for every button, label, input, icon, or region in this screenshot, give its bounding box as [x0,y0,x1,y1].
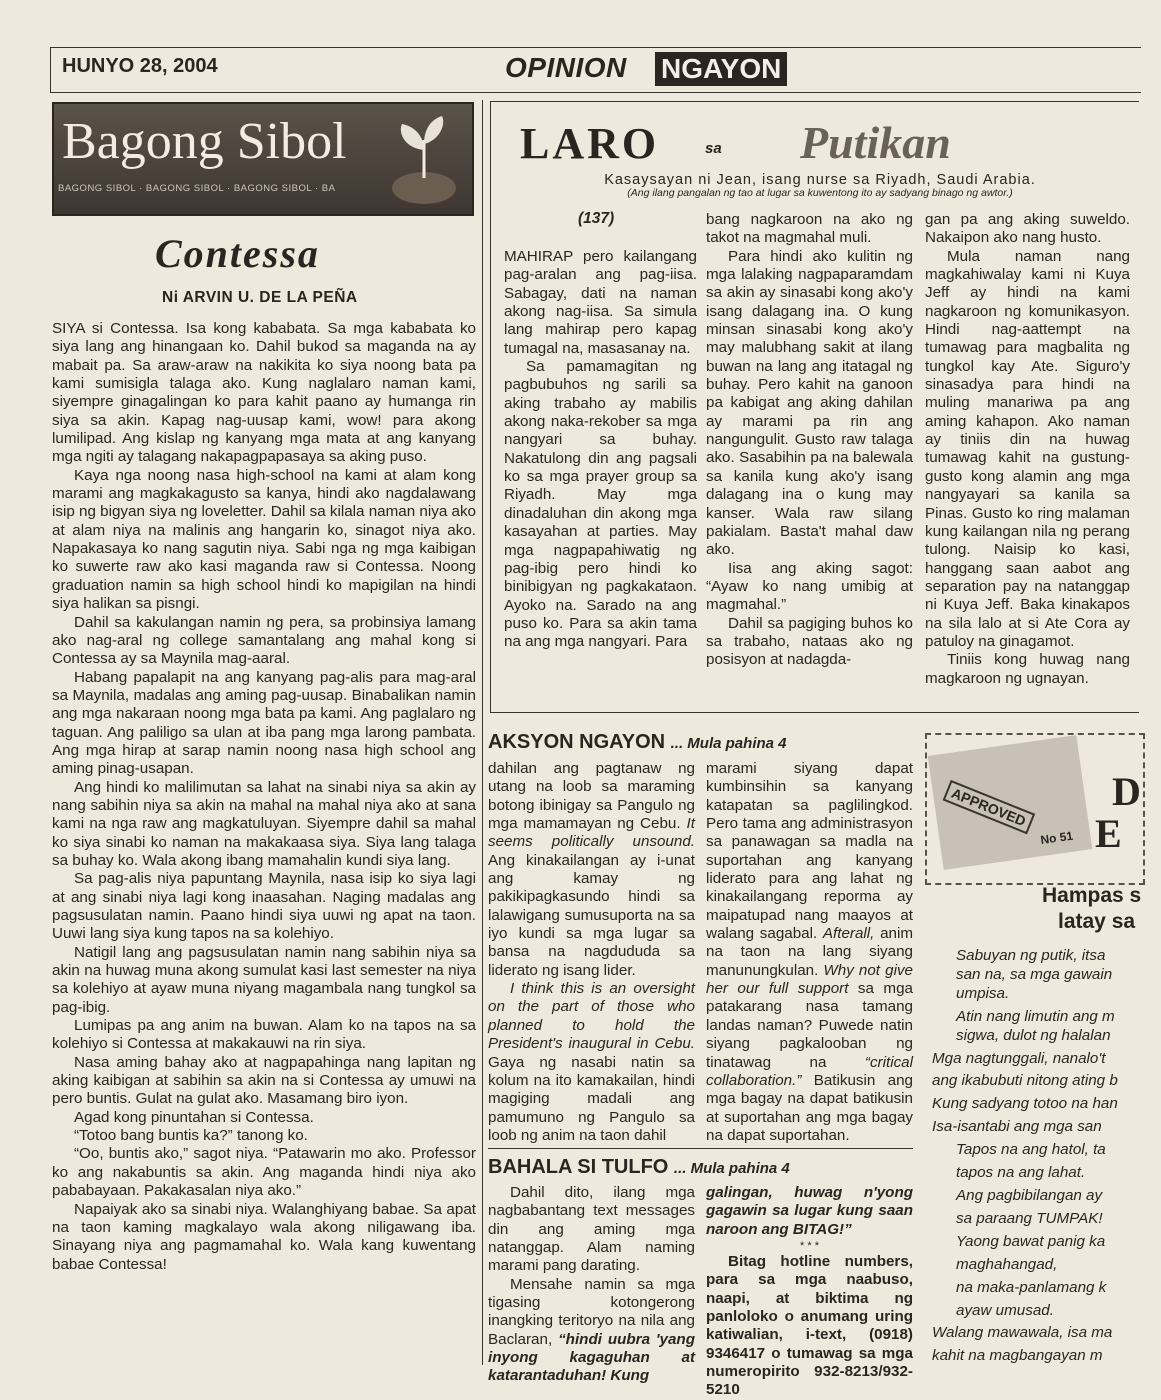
poem-line: Walang mawawala, isa ma [932,1324,1113,1342]
aksyon-text: dahilan ang pagtanaw ng utang na loob sa maraming botong ibinigay sa Pangulo ng mga mamamayan ng Cebu. [488,760,695,833]
poem-line: Kung sadyang totoo na han [932,1095,1118,1113]
poem-line: na maka-panlamang k [956,1278,1107,1296]
aksyon-continued: ... Mula pahina 4 [670,735,787,752]
aksyon-italic: “critical collaboration.” [706,1053,913,1089]
tulfo-text: Mensahe namin sa mga tigasing kotongerong inangking teritoryo na nila ang Baclaran, [488,1275,695,1348]
aksyon-text: Gaya ng nasabi natin sa kolum na ito kamakailan, hindi magiging madali ang pamumuno ng Pangulo sa loob ng anim na taon dahil [488,1053,695,1144]
issue-date: HUNYO 28, 2004 [62,55,218,77]
tulfo-col-1 [488,1184,695,1385]
serial-title-sa: sa [705,140,722,157]
serial-paragraph: Para hindi ako kulitin ng mga lalaking nagpaparamdam sa akin ay sinasabi kong ako'y isang dalagang ina. O kung minsan sinasabi kong ako'y may malubhang sakit at ilang buwan na lang ang itatagal ng buhay. Pero kahit na ganoon pa kabigat ang aking dahilan ay marami pa rin ang nangungulit. Gusto raw talaga ako. Sasabihin pa na balewala sa kanila kung ako'y isang dalagang ina o kung may kanser. Wala raw silang pakialam. Basta't mahal daw ako. [706,247,913,559]
poem-line: umpisa. [956,984,1010,1002]
headline-fragment: E [1095,811,1122,856]
headline-fragment: D [1112,769,1141,814]
stamp-number: No 51 [1039,828,1074,848]
aksyon-text: Batikusin ang mga bagay na dapat batikusin at suportahan ang mga bagay na dapat suportahan. [706,1071,913,1144]
poem-line: Tapos na ang hatol, ta [956,1141,1106,1159]
aksyon-text: marami siyang dapat kumbinsihin sa kanyang katapatan sa paglilingkod. Pero tama ang administrasyon sa panawagan sa madla na suportahan ang kanyang liderato para ang lahat ng kinakailangang reporma ay maipatupad nang maayos at walang sagabal. [706,760,913,943]
poem-line: ang ikabubuti nitong ating b [932,1072,1118,1090]
story-paragraph: Agad kong pinuntahan si Contessa. [74,1108,314,1126]
aksyon-text: Ang kinakailangan ay i-unat ang kamay ng pakikipagkasundo hindi sa lalawigang sumusuporta na sa iyo kundi sa mga lugar sa bansa na nagdududa sa liderato ng isang lider. [488,851,695,979]
aksyon-italic: It seems politically unsound. [488,815,695,851]
story-paragraph: “Oo, buntis ako,” sagot niya. “Patawarin mo ako. Professor ko ang nakabuntis sa akin. Ang maganda hindi niya ako pababayaan. Pakakasalan niya ako.” [52,1145,476,1200]
tulfo-quote: “hindi uubra 'yang inyong kagaguhan at katarantaduhan! Kung [488,1330,695,1385]
serial-paragraph: gan pa ang aking suweldo. Nakaipon ako nang husto. [925,211,1130,247]
story-paragraph: Natigil lang ang pagsusulatan namin nang sabihin niya sa akin na huwag muna akong sumulat kasi last semester na niya sa kolehiyo at ayaw muna niyang magambala nang tungkol sa pag-ibig. [52,943,476,1016]
poem-line: maghahangad, [956,1255,1058,1273]
serial-paragraph: Tiniis kong huwag nang magkaroon ng ugnayan. [925,651,1130,687]
story-title: Contessa [155,231,320,276]
story-paragraph: “Totoo bang buntis ka?” tanong ko. [74,1127,308,1145]
aksyon-italic: I think this is an oversight on the part of those who planned to hold the President's inaugural in Cebu. [488,980,695,1053]
tulfo-stars: * * * [800,1240,819,1253]
story-paragraph: Habang papalapit na ang kanyang pag-alis para mag-aral sa Maynila, madalas ang aming pag-uusap. Binabalikan namin ang mga nakaraan noong mga bata pa kami. Ang paglalaro ng taguan. Ang paliligo sa ulan at iba pang mga larong pambata. Ang mga hirap at sarap namin noong nasa high school ang aming pinag-usapan. [52,668,476,778]
story-paragraph: Dahil sa kakulangan namin ng pera, sa probinsiya lamang ako nag-aral ng college samantalang ang mahal kong si Contessa ay sa Maynila mag-aaral. [52,613,476,668]
tulfo-hotline: Bitag hotline numbers, para sa mga naabuso, naapi, at biktima ng panloloko o anumang uring katiwalian, i-text, (0918) 9346417 o tumawag sa mga numeropirito 932-8213/932-5210 [706,1253,913,1399]
story-paragraph: Sa pag-alis niya papuntang Maynila, nasa isip ko siya lagi at ang sinabi niya lagi kong inaasahan. Naging madalas ang pagsusulatan namin. Paano hindi siya uuwi ng apat na taon. Uuwi lang siya kung tapos na sa kolehiyo. [52,870,476,943]
aksyon-text: anim na taon na lang siyang manunungkulan. [706,925,913,979]
poem-line: Yaong bawat panig ka [956,1232,1106,1250]
serial-col-2 [706,211,913,670]
byline: Ni ARVIN U. DE LA PEÑA [162,289,358,306]
serial-subtitle: Kasaysayan ni Jean, isang nurse sa Riyadh, Saudi Arabia. [604,172,1036,188]
poem-line: sa paraang TUMPAK! [956,1209,1103,1227]
stamp-label: APPROVED [943,780,1035,834]
tulfo-quote: galingan, huwag n'yong gagawin sa lugar kung saan naroon ang BITAG!” [706,1184,913,1238]
story-paragraph: Napaiyak ako sa sinabi niya. Walanghiyang babae. Sa apat na taon kaming magkalayo wala akong niligawang iba. Sinayang niya ang pagmamahal ko. Wala kang kuwentang babae Contessa! [52,1200,476,1273]
story-paragraph: Kaya nga noong nasa high-school na kami at alam kong marami ang magkakagusto sa kanya, hindi ako nagdalawang isip ng bigyan siya ng loveletter. Dahil sa kilala naman niya ako at alam niya na malinis ang hangarin ko, sinagot niya ako. Napakasaya ko nang sagutin niya. Sabi nga ng mga kaibigan ko suwerte raw ako kasi maganda raw si Contessa. Noong graduation namin sa high school hindi ko mapigilan na hindi siya halikan sa pisngi. [52,466,476,613]
poem-line: Mga nagtunggali, nanalo't [932,1049,1106,1067]
poem-body [932,945,1136,1368]
serial-title: LARO [520,119,660,168]
postage-stamp [928,735,1093,870]
tulfo-col-2 [706,1184,913,1399]
serial-col-3 [925,211,1130,688]
section-tag: NGAYON [655,52,787,86]
aksyon-col-1 [488,760,695,1145]
aksyon-italic: Afterall, [822,925,875,943]
section-title: OPINION [505,52,627,83]
aksyon-col-2 [706,760,913,1145]
poem-line: Ang pagbibilangan ay [956,1186,1103,1204]
poem-line: kahit na magbangayan m [932,1347,1103,1365]
story-paragraph: Lumipas pa ang anim na buwan. Alam ko na tapos na sa kolehiyo si Contessa at makakauwi na rin siya. [52,1017,476,1053]
poem-title-2: latay sa [1058,910,1136,933]
story-body [52,320,476,1274]
section-rule [488,1148,913,1149]
serial-col-1 [504,248,697,652]
serial-number: (137) [578,210,615,227]
tulfo-continued: ... Mula pahina 4 [673,1160,790,1177]
column-divider [482,100,483,1365]
serial-paragraph: bang nagkaroon na ako ng takot na magmahal muli. [706,211,913,247]
poem-line: sigwa, dulot ng halalan [956,1026,1111,1044]
tulfo-heading [488,1156,790,1179]
serial-note: (Ang ilang pangalan ng tao at lugar sa kuwentong ito ay sadyang binago ng awtor.) [627,187,1013,199]
serial-paragraph: Mula naman nang magkahiwalay kami ni Kuya Jeff ay hindi na kami nagkaroon ng komunikasyon. Hindi nag-aattempt na tumawag para magbalita ng tungkol kay Ate. Siguro'y sinasadya para hindi na muling manariwa pa ang aming kahapon. Ako naman ay tiniis din na huwag tumawag kahit na gustung-gusto kong alamin ang mga nangyayari sa kanila sa Pinas. Gusto ko ring malaman kung kailangan nila ng perang tulong. Naisip ko kasi, hanggang saan aabot ang separation pay na natanggap ni Kuya Jeff. Baka kinakapos na sila lalo at si Ate Cora ay patuloy na ginagamot. [925,247,1130,650]
serial-paragraph: Sa pamamagitan ng pagbubuhos ng sarili sa aking trabaho ay mabilis akong naka-rekober sa mga nangyari sa buhay. Nakatulong din ang pagsali ko sa mga prayer group sa Riyadh. May mga dinadaluhan din akong mga kasayahan at parties. May mga nagpapahiwatig ng pag-ibig pero hindi ko binibigyan ng pagkakataon. Ayoko na. Sarado na ang puso ko. Para sa akin tama na ang mga nangyari. Para [504,358,697,651]
poem-line: Sabuyan ng putik, itsa [956,947,1106,964]
serial-paragraph: MAHIRAP pero kailangang pag-aralan ang pag-iisa. Sabagay, dati na naman akong nag-iisa. Sa simula lang mahirap pero kapag tumagal na, masasanay na. [504,248,697,357]
poem-line: tapos na ang lahat. [956,1164,1086,1182]
poem-line: san na, sa mga gawain [956,965,1113,983]
story-paragraph: Ang hindi ko malilimutan sa lahat na sinabi niya sa akin ay nang sabihin niya sa akin na mahal na mahal niya ako at sana kami na nga raw ang magkatuluyan. Siyempre dahil sa mahal ko siya sinabi ko naman na makakaasa siya. Siya lang talaga sa buhay ko. Wala akong ibang mamahalin kundi siya lang. [52,778,476,869]
tulfo-title: BAHALA SI TULFO [488,1156,669,1178]
serial-paragraph: Dahil sa pagiging buhos ko sa trabaho, nataas ako ng posisyon at nadagda- [706,614,913,669]
aksyon-title: AKSYON NGAYON [488,731,666,753]
tulfo-text: Dahil dito, ilang mga nagbabantang text messages din ang aming mga natanggap. Alam naming marami pang darating. [488,1184,695,1275]
serial-paragraph: Iisa ang aking sagot: “Ayaw ko nang umibig at magmahal.” [706,559,913,614]
story-paragraph: Nasa aming bahay ako at nagpapahinga nang lapitan ng aking kaibigan at sabihin sa akin na si Contessa ay umuwi na pero buntis. Gulat na gulat ako. Masamang biro iyon. [52,1053,476,1108]
serial-title-end: Putikan [800,117,951,168]
column-banner-strip: BAGONG SIBOL · BAGONG SIBOL · BAGONG SIBOL · BA [58,183,336,194]
poem-line: Atin nang limutin ang m [956,1007,1115,1025]
poem-line: ayaw umusad. [956,1301,1054,1319]
poem-line: Isa-isantabi ang mga san [932,1118,1102,1136]
aksyon-italic: Why not give her our full support [706,961,913,998]
aksyon-text: sa mga patakarang nasa tamang landas naman? Puwede natin siyang pagkalooban ng tinatawag na [706,980,913,1071]
story-paragraph: SIYA si Contessa. Isa kong kababata. Sa mga kababata ko siya lang ang hinangaan ko. Dahil bukod sa maganda na ay mabait pa. Sa araw-araw na nakikita ko siya noong bata pa kami sumisigla talaga ako. Kung naglalaro naman kami, siyempre ginagalingan ko para kahit paano ay humanga rin siya sa akin. Kapag nag-uusap kami, wow! para akong lumilipad. Ang kislap ng kanyang mga mata at ang kanyang mga ngiti ay talagang nakapagpapasaya sa aking puso. [52,320,476,466]
column-banner-title: Bagong Sibol [62,113,347,170]
sprout-icon [384,110,464,205]
poem-title-1: Hampas s [1042,884,1142,907]
aksyon-heading [488,731,787,754]
